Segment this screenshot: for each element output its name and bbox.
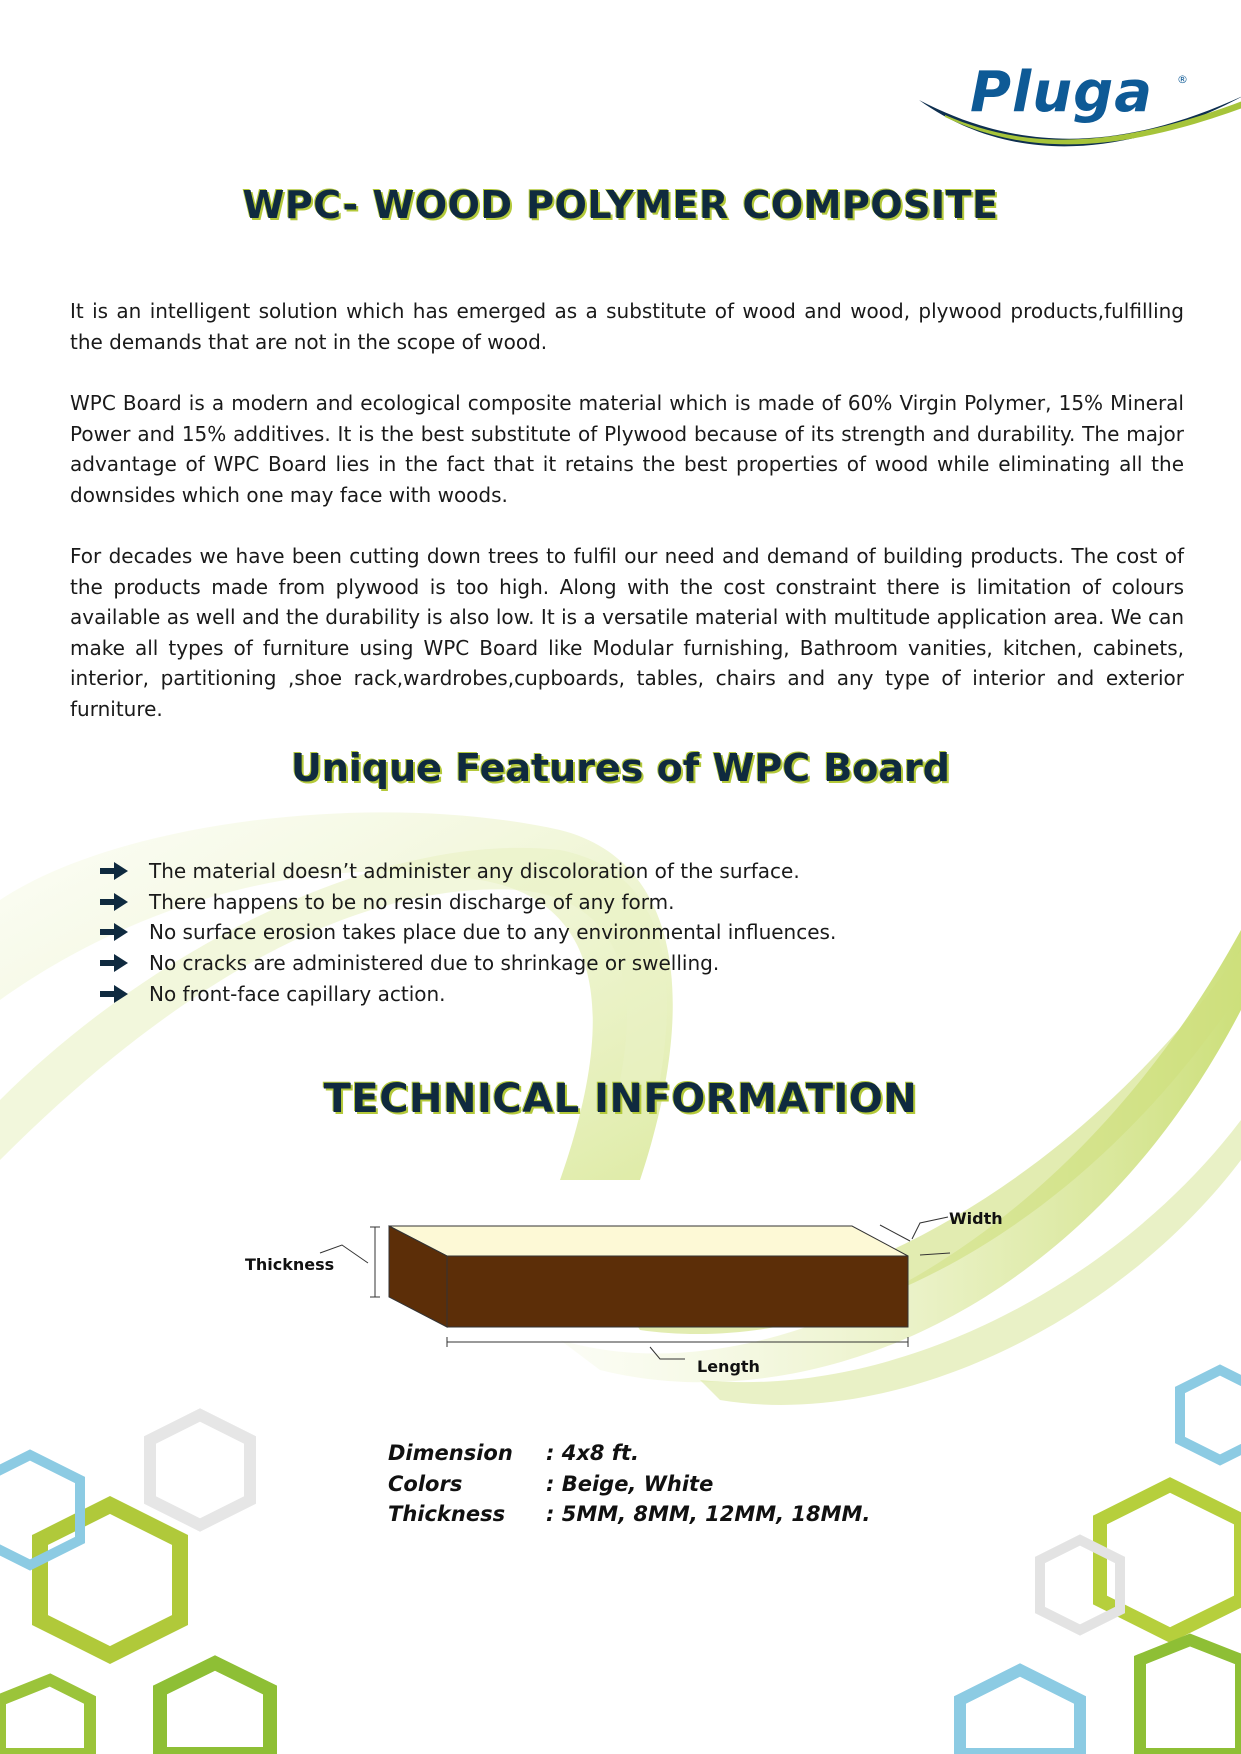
spec-row (388, 1499, 870, 1530)
registered-mark: ® (1177, 73, 1188, 86)
spec-row (388, 1438, 870, 1469)
composition-paragraph: WPC Board is a modern and ecological composite material which is made of 60% Virgin Polymer, 15% Mineral Power and 15% additives. It is the best substitute of Plywood because of its strength and durability. The major advantage of WPC Board lies in the fact that it retains the best properties of wood while eliminating all the downsides which one may face with woods. (70, 391, 1184, 507)
list-item (100, 887, 836, 918)
board-illustration (230, 1195, 1010, 1395)
brand-logo (915, 55, 1241, 175)
feature-text: The material doesn’t administer any discoloration of the surface. (149, 859, 800, 884)
features-list (100, 856, 836, 1009)
logo-text: Pluga (970, 60, 1153, 125)
arrow-right-icon (100, 985, 128, 1003)
arrow-right-icon (100, 923, 128, 941)
spec-value: : 4x8 ft. (546, 1441, 639, 1466)
applications-paragraph: For decades we have been cutting down trees to fulfil our need and demand of building products. The cost of the products made from plywood is too high. Along with the cost constraint there is limitation of colours available as well and the durability is also low. It is a versatile material with multitude application area. We can make all types of furniture using WPC Board like Modular furnishing, Bathroom vanities, kitchen, cabinets, interior, partitioning ,shoe rack,wardrobes,cupboards, tables, chairs and any type of interior and exterior furniture. (70, 544, 1184, 721)
page-title: WPC- WOOD POLYMER COMPOSITE (242, 183, 999, 227)
board-diagram (230, 1195, 1010, 1395)
spec-label: Dimension (388, 1441, 513, 1466)
list-item (100, 978, 836, 1009)
feature-text: No surface erosion takes place due to any environmental influences. (149, 920, 837, 945)
features-heading: Unique Features of WPC Board (290, 746, 950, 790)
feature-text: No front-face capillary action. (149, 981, 446, 1006)
intro-paragraph: It is an intelligent solution which has emerged as a substitute of wood and wood, plywood products,fulfilling the demands that are not in the scope of wood. (70, 299, 1184, 354)
spec-label: Colors (388, 1471, 463, 1496)
feature-text: There happens to be no resin discharge of any form. (149, 889, 675, 914)
arrow-right-icon (100, 893, 128, 911)
spec-table (388, 1438, 870, 1530)
spec-value: : Beige, White (546, 1471, 714, 1496)
spec-row (388, 1469, 870, 1500)
spec-label: Thickness (388, 1502, 506, 1527)
thickness-label: Thickness (245, 1255, 335, 1274)
width-label: Width (949, 1209, 1003, 1228)
technical-heading: TECHNICAL INFORMATION (323, 1076, 918, 1122)
list-item (100, 856, 836, 887)
list-item (100, 948, 836, 979)
arrow-right-icon (100, 862, 128, 880)
length-label: Length (697, 1357, 760, 1376)
feature-text: No cracks are administered due to shrinkage or swelling. (149, 951, 720, 976)
arrow-right-icon (100, 954, 128, 972)
list-item (100, 917, 836, 948)
spec-value: : 5MM, 8MM, 12MM, 18MM. (546, 1502, 871, 1527)
